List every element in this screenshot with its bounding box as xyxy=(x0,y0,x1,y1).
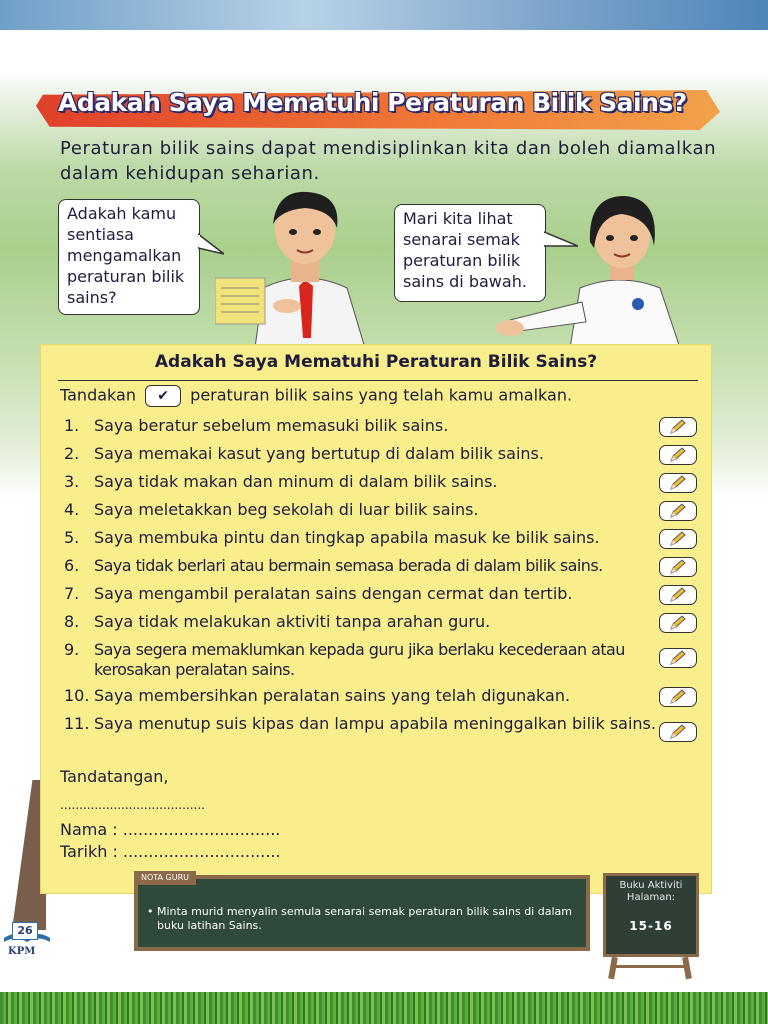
bubble-line: sentiasa xyxy=(67,225,134,244)
checklist-instruction xyxy=(60,385,572,407)
checkbox-pencil[interactable] xyxy=(659,417,697,437)
pencil-icon xyxy=(669,559,687,575)
item-number: 6. xyxy=(64,556,80,575)
name-field[interactable]: Nama : ............................... xyxy=(60,820,281,839)
instruction-text: peraturan bilik sains yang telah kamu amalkan. xyxy=(190,385,573,405)
pencil-icon xyxy=(669,475,687,491)
page-number: 26 xyxy=(12,922,38,940)
checkbox-pencil[interactable] xyxy=(659,501,697,521)
checkbox-pencil[interactable] xyxy=(659,648,697,668)
item-text: Saya menutup suis kipas dan lampu apabila meninggalkan bilik sains. xyxy=(94,714,656,733)
intro-paragraph: Peraturan bilik sains dapat mendisiplinkan kita dan boleh diamalkan dalam kehidupan seharian. xyxy=(60,138,717,184)
date-field[interactable]: Tarikh : ............................... xyxy=(60,842,281,861)
item-number: 4. xyxy=(64,500,80,519)
pencil-icon xyxy=(669,689,687,705)
activity-book-label xyxy=(606,880,696,904)
page-title: Adakah Saya Mematuhi Peraturan Bilik Sains? xyxy=(58,88,687,117)
item-number: 11. xyxy=(64,714,90,733)
tick-example-icon: ✔ xyxy=(145,385,181,407)
checkbox-pencil[interactable] xyxy=(659,722,697,742)
pencil-icon xyxy=(669,587,687,603)
item-text: Saya segera memaklumkan kepada guru jika berlaku kecederaan atau kerosakan peralatan sains. xyxy=(94,640,625,679)
teacher-note-text xyxy=(147,905,577,933)
checkbox-pencil[interactable] xyxy=(659,445,697,465)
checkbox-pencil[interactable] xyxy=(659,687,697,707)
activity-book-pages: 15-16 xyxy=(629,919,673,933)
item-text: Saya beratur sebelum memasuki bilik sains. xyxy=(94,416,449,435)
checkbox-pencil[interactable] xyxy=(659,557,697,577)
bubble-line: mengamalkan xyxy=(67,246,182,265)
bubble-line: sains? xyxy=(67,288,117,307)
divider xyxy=(58,380,698,381)
bubble-line: peraturan bilik xyxy=(67,267,185,286)
grass-strip xyxy=(0,992,768,1024)
checkbox-pencil[interactable] xyxy=(659,529,697,549)
item-text: Saya membuka pintu dan tingkap apabila masuk ke bilik sains. xyxy=(94,528,600,547)
easel-bar xyxy=(612,965,688,968)
pencil-icon xyxy=(669,419,687,435)
item-number: 2. xyxy=(64,444,80,463)
signature-line[interactable]: ...................................... xyxy=(60,798,205,812)
checkbox-pencil[interactable] xyxy=(659,613,697,633)
item-number: 1. xyxy=(64,416,80,435)
note-content: Minta murid menyalin semula senarai semak peraturan bilik sains di dalam buku latihan Sains. xyxy=(157,905,572,932)
pencil-icon xyxy=(669,650,687,666)
item-number: 8. xyxy=(64,612,80,631)
checklist-title: Adakah Saya Mematuhi Peraturan Bilik Sains? xyxy=(154,352,598,372)
item-number: 5. xyxy=(64,528,80,547)
item-text: Saya memakai kasut yang bertutup di dalam bilik sains. xyxy=(94,444,544,463)
item-text: Saya tidak makan dan minum di dalam bilik sains. xyxy=(94,472,498,491)
item-text: Saya membersihkan peralatan sains yang telah digunakan. xyxy=(94,686,571,705)
bullet-icon: • xyxy=(147,905,154,918)
bubble-line: Mari kita lihat xyxy=(403,209,513,228)
bubble-line: senarai semak xyxy=(403,230,520,249)
item-text: Saya tidak berlari atau bermain semasa berada di dalam bilik sains. xyxy=(94,556,603,575)
girl-illustration xyxy=(490,192,690,348)
teacher-note-tag: NOTA GURU xyxy=(134,871,196,885)
sky-strip xyxy=(0,0,768,30)
pencil-icon xyxy=(669,531,687,547)
bubble-line: peraturan bilik xyxy=(403,251,521,270)
item-text: Saya meletakkan beg sekolah di luar bilik sains. xyxy=(94,500,479,519)
activity-book-line: Buku Aktiviti xyxy=(619,880,683,891)
pencil-icon xyxy=(669,447,687,463)
boy-speech-bubble xyxy=(58,199,200,315)
item-text: Saya tidak melakukan aktiviti tanpa arahan guru. xyxy=(94,612,491,631)
item-number: 7. xyxy=(64,584,80,603)
activity-book-line: Halaman: xyxy=(626,892,676,903)
item-text: Saya mengambil peralatan sains dengan cermat dan tertib. xyxy=(94,584,573,603)
publisher-logo: KPM xyxy=(8,946,36,957)
bubble-line: Adakah kamu xyxy=(67,204,177,223)
checkbox-pencil[interactable] xyxy=(659,473,697,493)
item-number: 10. xyxy=(64,686,90,705)
signature-label: Tandatangan, xyxy=(60,767,169,786)
pencil-icon xyxy=(669,503,687,519)
item-number: 3. xyxy=(64,472,80,491)
boy-illustration xyxy=(215,188,395,348)
checkbox-pencil[interactable] xyxy=(659,585,697,605)
pencil-icon xyxy=(669,615,687,631)
item-number: 9. xyxy=(64,640,80,659)
instruction-text: Tandakan xyxy=(60,385,136,405)
pencil-icon xyxy=(669,724,687,740)
bubble-line: sains di bawah. xyxy=(403,272,527,291)
